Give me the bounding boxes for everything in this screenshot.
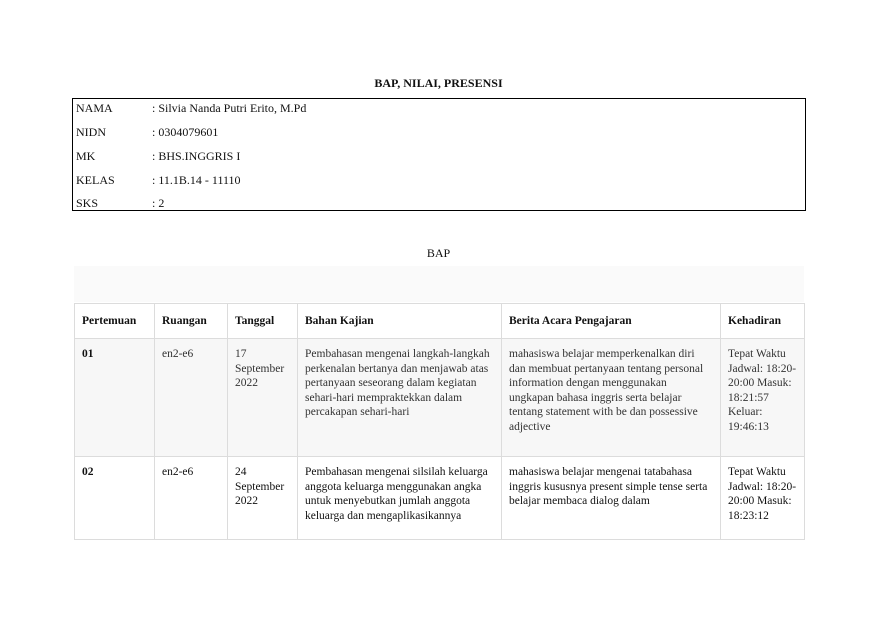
info-label: NIDN (76, 125, 106, 139)
table-top-band (74, 266, 804, 302)
table-row (75, 339, 805, 457)
table-row (75, 457, 805, 540)
info-label: NAMA (76, 101, 113, 115)
cell-berita-acara: mahasiswa belajar memperkenalkan diri dan membuat pertanyaan tentang personal information dengan menggunakan ungkapan bahasa inggris serta belajar tentang statement with be dan possessive adjective (502, 339, 721, 457)
page-title: BAP, NILAI, PRESENSI (374, 76, 503, 90)
header-pertemuan: Pertemuan (75, 304, 155, 339)
cell-bahan-kajian: Pembahasan mengenai silsilah keluarga anggota keluarga menggunakan angka untuk menyebutkan jumlah anggota keluarga dan mengaplikasikannya (298, 457, 502, 540)
cell-bahan-kajian: Pembahasan mengenai langkah-langkah perkenalan bertanya dan menjawab atas pertanyaan seseorang dalam kegiatan sehari-hari mempraktekkan dalam percakapan sehari-hari (298, 339, 502, 457)
info-value: : 11.1B.14 - 11110 (152, 173, 241, 187)
info-value: : 2 (152, 196, 165, 210)
cell-kehadiran: Tepat Waktu Jadwal: 18:20-20:00 Masuk: 18:21:57 Keluar: 19:46:13 (721, 339, 805, 457)
bap-section-title: BAP (426, 246, 451, 260)
header-tanggal: Tanggal (228, 304, 298, 339)
info-label: MK (76, 149, 96, 163)
header-kehadiran: Kehadiran (721, 304, 805, 339)
cell-pertemuan: 01 (75, 339, 155, 457)
cell-berita-acara: mahasiswa belajar mengenai tatabahasa inggris kususnya present simple tense serta belajar membaca dialog dalam (502, 457, 721, 540)
cell-ruangan: en2-e6 (155, 339, 228, 457)
header-ruangan: Ruangan (155, 304, 228, 339)
info-value: : 0304079601 (152, 125, 219, 139)
cell-pertemuan: 02 (75, 457, 155, 540)
info-label: KELAS (76, 173, 115, 187)
cell-tanggal: 24 September 2022 (228, 457, 298, 540)
info-value: : Silvia Nanda Putri Erito, M.Pd (152, 101, 307, 115)
cell-kehadiran: Tepat Waktu Jadwal: 18:20-20:00 Masuk: 18:23:12 (721, 457, 805, 540)
header-bahan-kajian: Bahan Kajian (298, 304, 502, 339)
bap-table (74, 303, 805, 540)
cell-ruangan: en2-e6 (155, 457, 228, 540)
info-value: : BHS.INGGRIS I (152, 149, 241, 163)
cell-tanggal: 17 September 2022 (228, 339, 298, 457)
table-header-row (75, 304, 805, 339)
lecturer-info-box (72, 98, 806, 211)
header-berita-acara: Berita Acara Pengajaran (502, 304, 721, 339)
info-label: SKS (76, 196, 99, 210)
